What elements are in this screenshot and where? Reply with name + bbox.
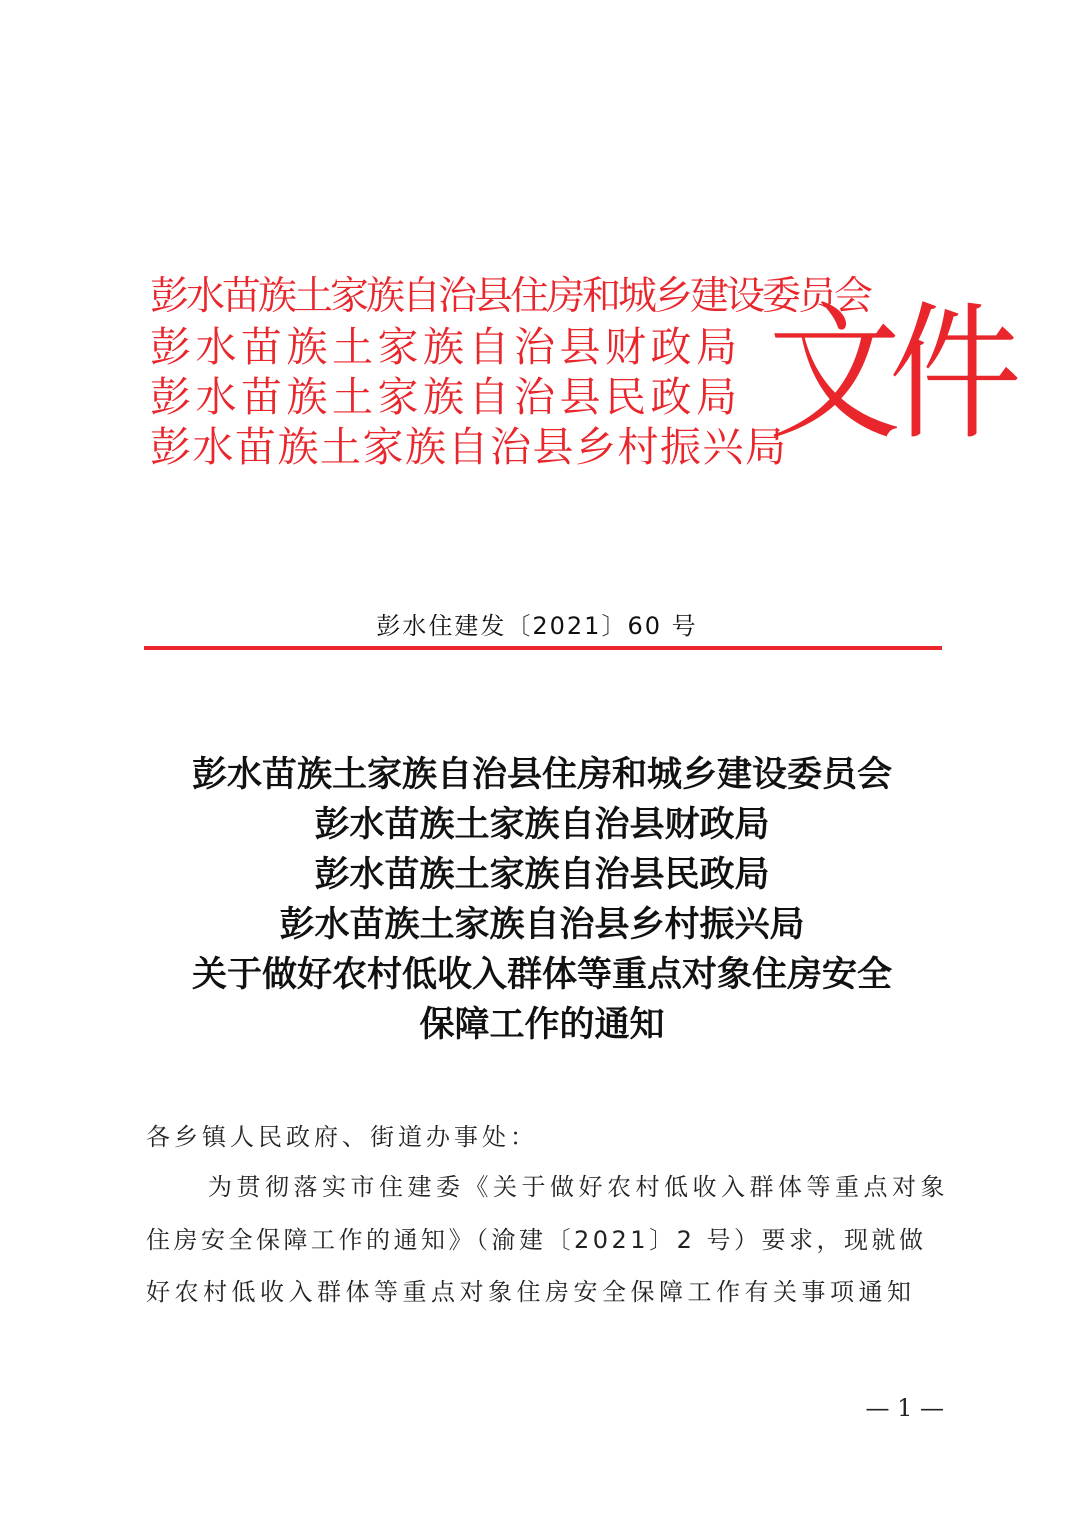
issuer-civil-affairs-bureau: 彭水苗族土家族自治县民政局 (150, 373, 742, 421)
page-number: — 1 — (865, 1394, 944, 1422)
title-line: 关于做好农村低收入群体等重点对象住房安全 (191, 954, 892, 995)
document-title (120, 750, 964, 1050)
document-word: 文件 (768, 288, 1010, 460)
title-line: 彭水苗族土家族自治县乡村振兴局 (279, 904, 805, 945)
title-line: 彭水苗族土家族自治县民政局 (314, 854, 770, 895)
title-line: 彭水苗族土家族自治县财政局 (314, 804, 770, 845)
issuer-housing-committee: 彭水苗族土家族自治县住房和城乡建设委员会 (150, 274, 871, 319)
issuer-rural-revitalization-bureau: 彭水苗族土家族自治县乡村振兴局 (150, 423, 788, 471)
salutation: 各乡镇人民政府、街道办事处： (146, 1123, 538, 1151)
issuer-finance-bureau: 彭水苗族土家族自治县财政局 (150, 323, 742, 371)
title-line: 保障工作的通知 (419, 1004, 665, 1045)
body-line: 住房安全保障工作的通知》（渝建〔2021〕2 号）要求，现就做 (146, 1226, 927, 1254)
body-line: 为贯彻落实市住建委《关于做好农村低收入群体等重点对象 (208, 1173, 949, 1201)
issuing-authorities (150, 272, 871, 472)
document-number: 彭水住建发〔2021〕60 号 (376, 612, 698, 640)
red-divider (144, 646, 942, 650)
body-line: 好农村低收入群体等重点对象住房安全保障工作有关事项通知 (146, 1278, 916, 1306)
title-line: 彭水苗族土家族自治县住房和城乡建设委员会 (191, 754, 892, 795)
